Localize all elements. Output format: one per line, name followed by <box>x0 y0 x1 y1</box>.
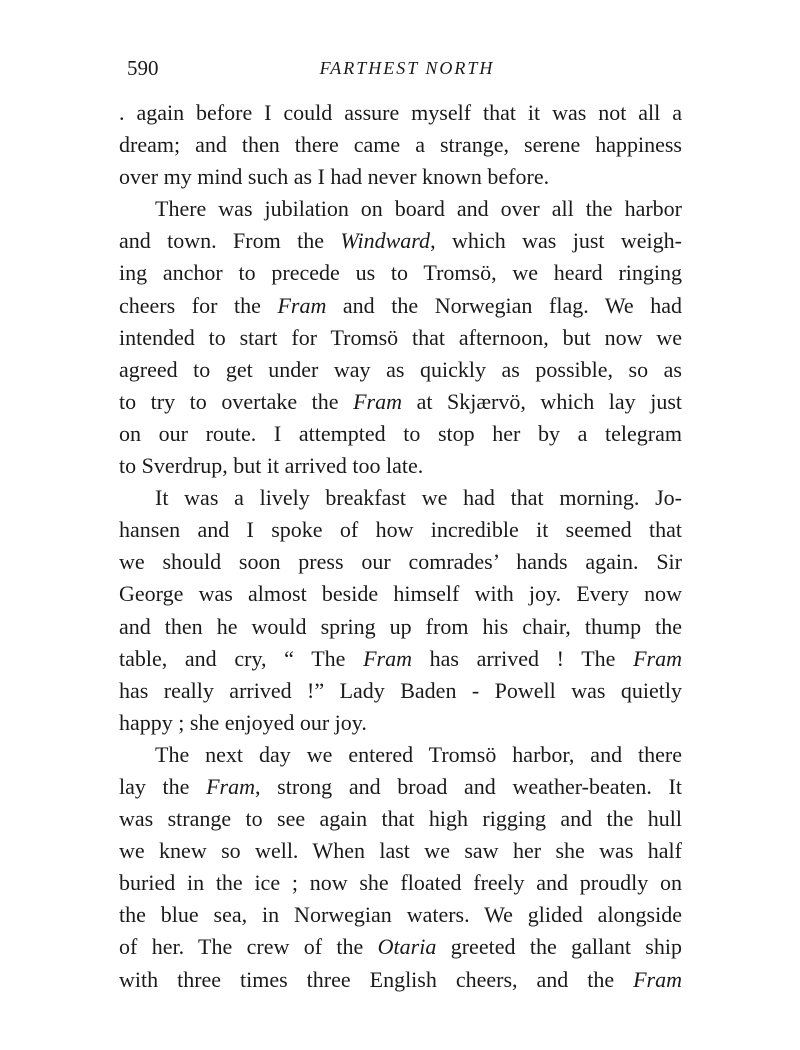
text-segment: and town. From the <box>119 228 341 254</box>
text-segment: It was a lively breakfast we had that morning. Jo- <box>155 485 682 511</box>
text-segment: buried in the ice ; now she floated freely and proudly on <box>119 870 682 896</box>
text-line <box>119 354 682 386</box>
text-segment: hansen and I spoke of how incredible it seemed that <box>119 517 682 543</box>
text-line <box>119 482 682 514</box>
text-segment: happy ; she enjoyed our joy. <box>119 709 367 735</box>
text-line <box>119 611 682 643</box>
text-line <box>119 322 682 354</box>
text-segment: we knew so well. When last we saw her she was half <box>119 838 682 864</box>
text-segment: of her. The crew of the <box>119 934 378 960</box>
page-header <box>127 56 687 86</box>
text-line <box>119 964 682 996</box>
text-segment: was strange to see again that high rigging and the hull <box>119 806 682 832</box>
text-line <box>119 546 682 578</box>
text-line <box>119 129 682 161</box>
text-line <box>119 225 682 257</box>
text-segment: with three times three English cheers, and the <box>119 966 634 992</box>
text-line <box>119 803 682 835</box>
text-segment: table, and cry, “ The <box>119 645 364 671</box>
text-line <box>119 867 682 899</box>
text-segment: to Sverdrup, but it arrived too late. <box>119 453 424 479</box>
text-segment: dream; and then there came a strange, serene happiness <box>119 132 682 158</box>
text-segment: . again before I could assure myself that it was not all a <box>119 100 682 125</box>
text-line <box>119 97 682 129</box>
text-line <box>119 899 682 931</box>
text-segment: agreed to get under way as quickly as possible, so as <box>119 356 682 382</box>
text-line <box>119 386 682 418</box>
text-segment: the blue sea, in Norwegian waters. We glided alongside <box>119 902 682 928</box>
text-line <box>119 739 682 771</box>
text-segment: The next day we entered Tromsö harbor, and there <box>155 741 682 767</box>
text-segment: , which was just weigh- <box>430 228 682 254</box>
text-line <box>119 675 682 707</box>
text-line <box>119 450 682 482</box>
italic-ship-name: Fram <box>633 966 682 992</box>
italic-ship-name: Windward <box>340 228 431 254</box>
text-line <box>119 707 682 739</box>
italic-ship-name: Fram <box>277 292 327 318</box>
text-line <box>119 835 682 867</box>
italic-ship-name: Fram <box>206 773 255 799</box>
text-line <box>119 257 682 289</box>
text-line <box>119 771 682 803</box>
running-head: FARTHEST NORTH <box>319 58 495 78</box>
text-segment: lay the <box>119 773 207 799</box>
text-segment: we should soon press our comrades’ hands again. Sir <box>119 549 682 575</box>
text-segment: intended to start for Tromsö that afternoon, but now we <box>119 324 682 350</box>
text-segment: greeted the gallant ship <box>436 934 682 960</box>
text-segment: at Skjærvö, which lay just <box>402 388 682 414</box>
text-segment: and then he would spring up from his chair, thump the <box>119 613 682 639</box>
text-line <box>119 418 682 450</box>
text-line <box>119 161 682 193</box>
text-line <box>119 514 682 546</box>
text-segment: on our route. I attempted to stop her by a telegram <box>119 420 682 446</box>
text-segment: George was almost beside himself with joy. Every now <box>119 581 682 607</box>
text-segment: , strong and broad and weather-beaten. It <box>254 773 682 799</box>
text-segment: has really arrived !” Lady Baden - Powell was quietly <box>119 677 682 703</box>
text-segment: has arrived ! The <box>412 645 634 671</box>
text-line <box>119 290 682 322</box>
text-segment: to try to overtake the <box>119 388 354 414</box>
italic-ship-name: Fram <box>353 388 402 414</box>
text-line <box>119 931 682 963</box>
text-line <box>119 578 682 610</box>
page-number: 590 <box>127 56 159 80</box>
text-segment: over my mind such as I had never known before. <box>119 164 550 190</box>
italic-ship-name: Fram <box>633 645 682 671</box>
text-segment: and the Norwegian flag. We had <box>326 292 682 318</box>
italic-ship-name: Fram <box>363 645 412 671</box>
body-text <box>119 97 682 996</box>
text-line <box>119 643 682 675</box>
text-line <box>119 193 682 225</box>
text-segment: There was jubilation on board and over all the harbor <box>155 196 682 222</box>
italic-ship-name: Otaria <box>377 934 437 960</box>
text-segment: cheers for the <box>119 292 278 318</box>
text-segment: ing anchor to precede us to Tromsö, we heard ringing <box>119 260 682 286</box>
